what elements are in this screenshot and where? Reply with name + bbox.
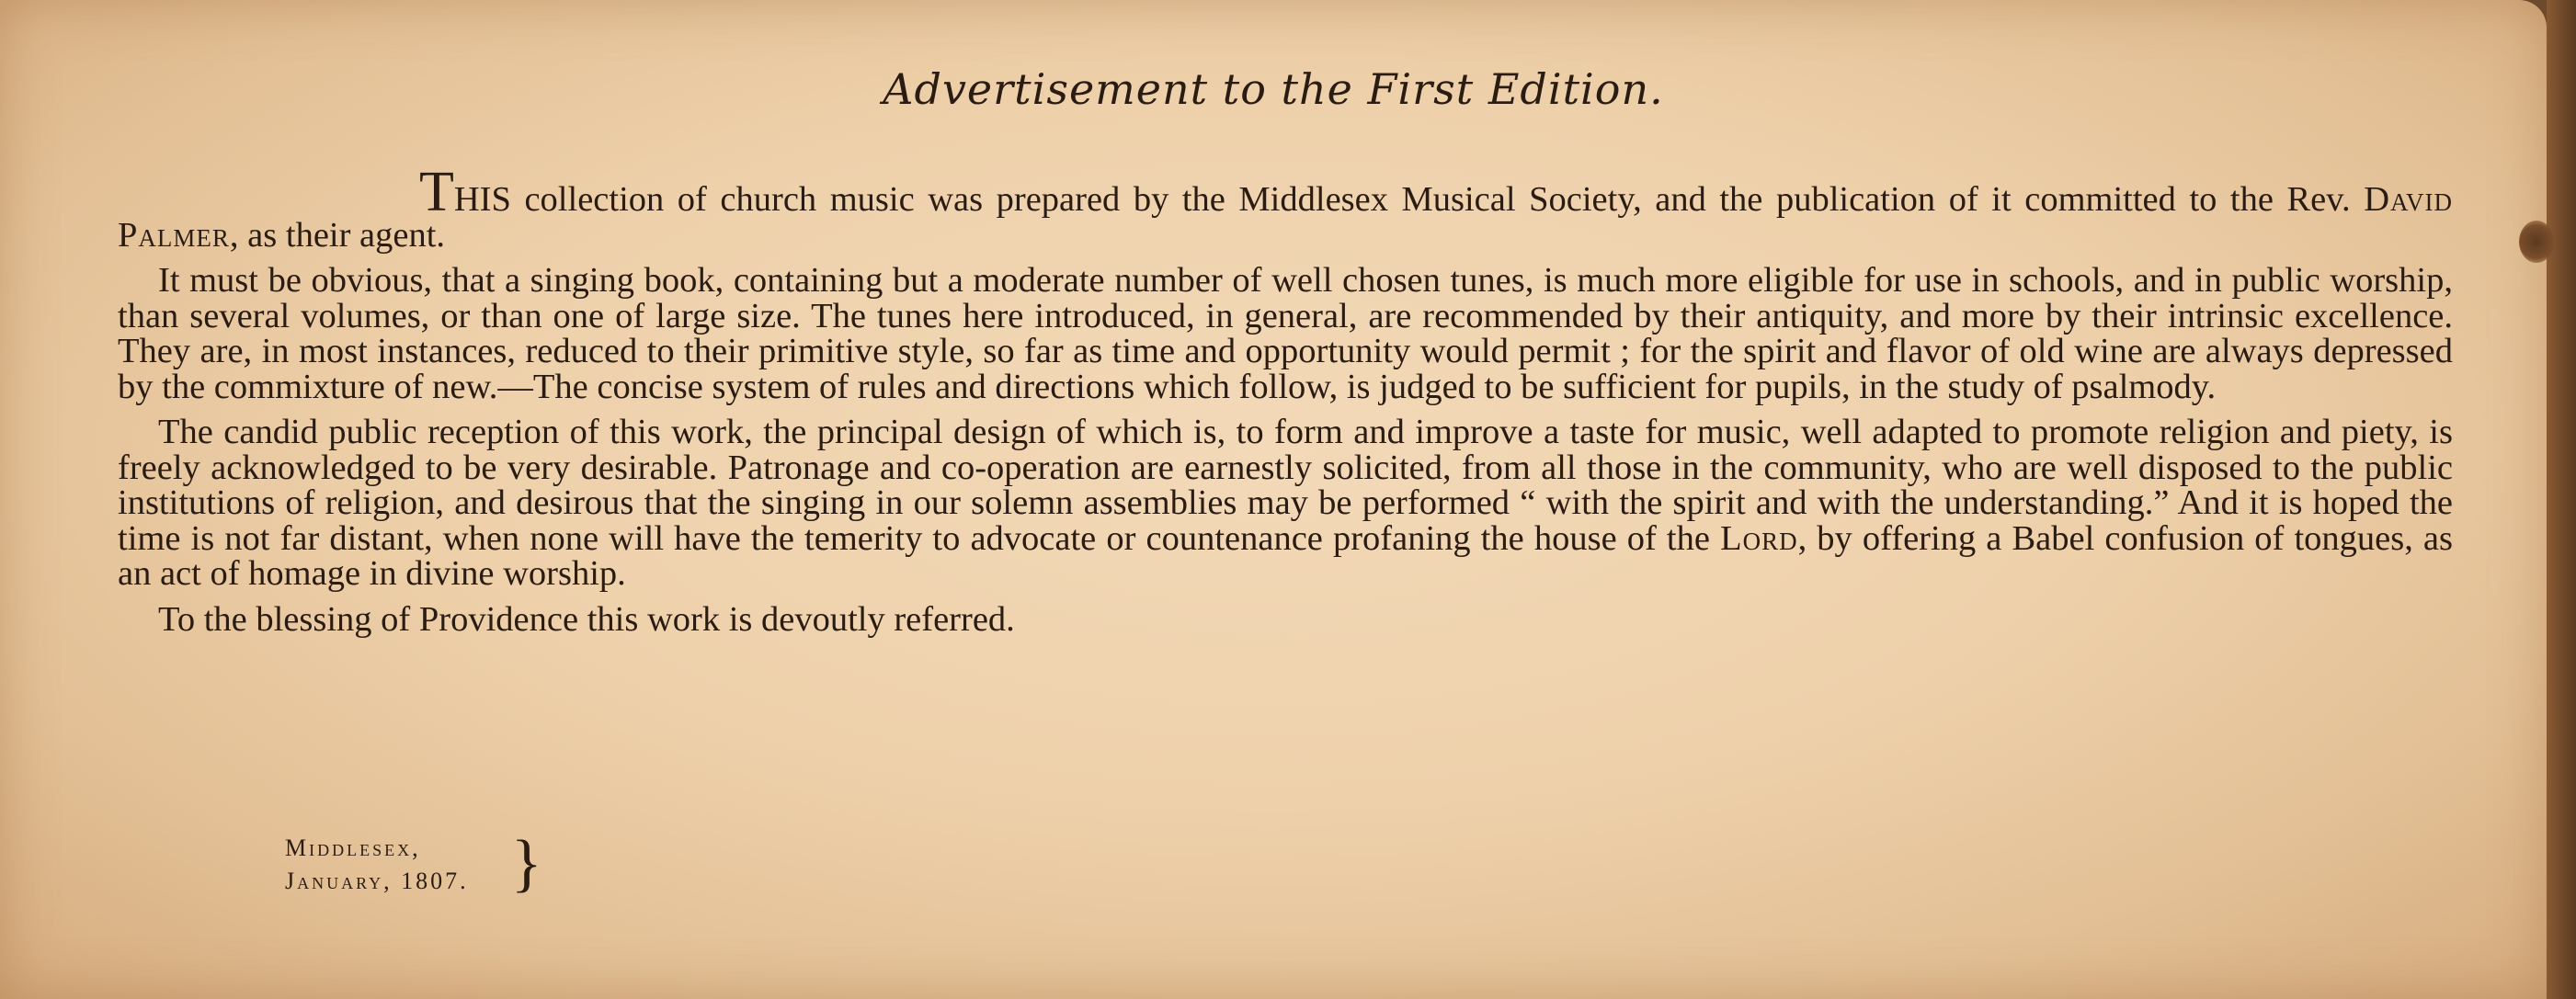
- signature-place: Middlesex,: [285, 834, 421, 861]
- lead-word: HIS: [453, 180, 511, 219]
- paragraph-1-text-b: , as their agent.: [229, 215, 446, 255]
- signature-brace: }: [511, 828, 542, 899]
- advertisement-body: [118, 161, 2453, 647]
- paragraph-1-text-a: collection of church music was prepared by the Middlesex Musical Society, and the publication of it committed to the Rev.: [510, 180, 2365, 219]
- agent-name: David Palmer: [118, 180, 2453, 255]
- lord-word: Lord: [1720, 518, 1798, 558]
- paragraph-3-text-b: , by offering a Babel confusion of tongues, as an act of homage in divine worship.: [118, 518, 2453, 593]
- page-title: Advertisement to the First Edition.: [883, 64, 1664, 114]
- paper-stain: [2519, 221, 2554, 263]
- signature-block: [285, 832, 469, 898]
- book-edge: [2547, 0, 2576, 999]
- paragraph-1: [118, 161, 2453, 255]
- paragraph-4: To the blessing of Providence this work is devoutly referred.: [158, 599, 1015, 639]
- paragraph-3-text-a: The candid public reception of this work, the principal design of which is, to form and improve a taste for music, well adapted to promote religion and piety, is freely acknowledged to be very desirable. Patronage and co-operation are earnestly solicited, from all those in the community, who are well disposed to the public institutions of religion, and desirous that the singing in our solemn assemblies may be performed “ with the spirit and with the understanding.” And it is hoped the time is not far distant, when none will have the temerity to advocate or countenance profaning the house of the: [118, 413, 2453, 558]
- signature-date: January, 1807.: [285, 868, 469, 894]
- paragraph-3: [118, 414, 2453, 592]
- drop-capital: T: [419, 161, 454, 223]
- paragraph-2: It must be obvious, that a singing book, containing but a moderate number of well chosen tunes, is much more eligible for use in schools, and in public worship, than several volumes, or than one of large size. The tunes here introduced, in general, are recommended by their antiquity, and more by their intrinsic excellence. They are, in most instances, reduced to their primitive style, so far as time and opportunity would permit ; for the spirit and flavor of old wine are always depressed by the commixture of new.—The concise system of rules and directions which follow, is judged to be sufficient for pupils, in the study of psalmody.: [118, 261, 2453, 406]
